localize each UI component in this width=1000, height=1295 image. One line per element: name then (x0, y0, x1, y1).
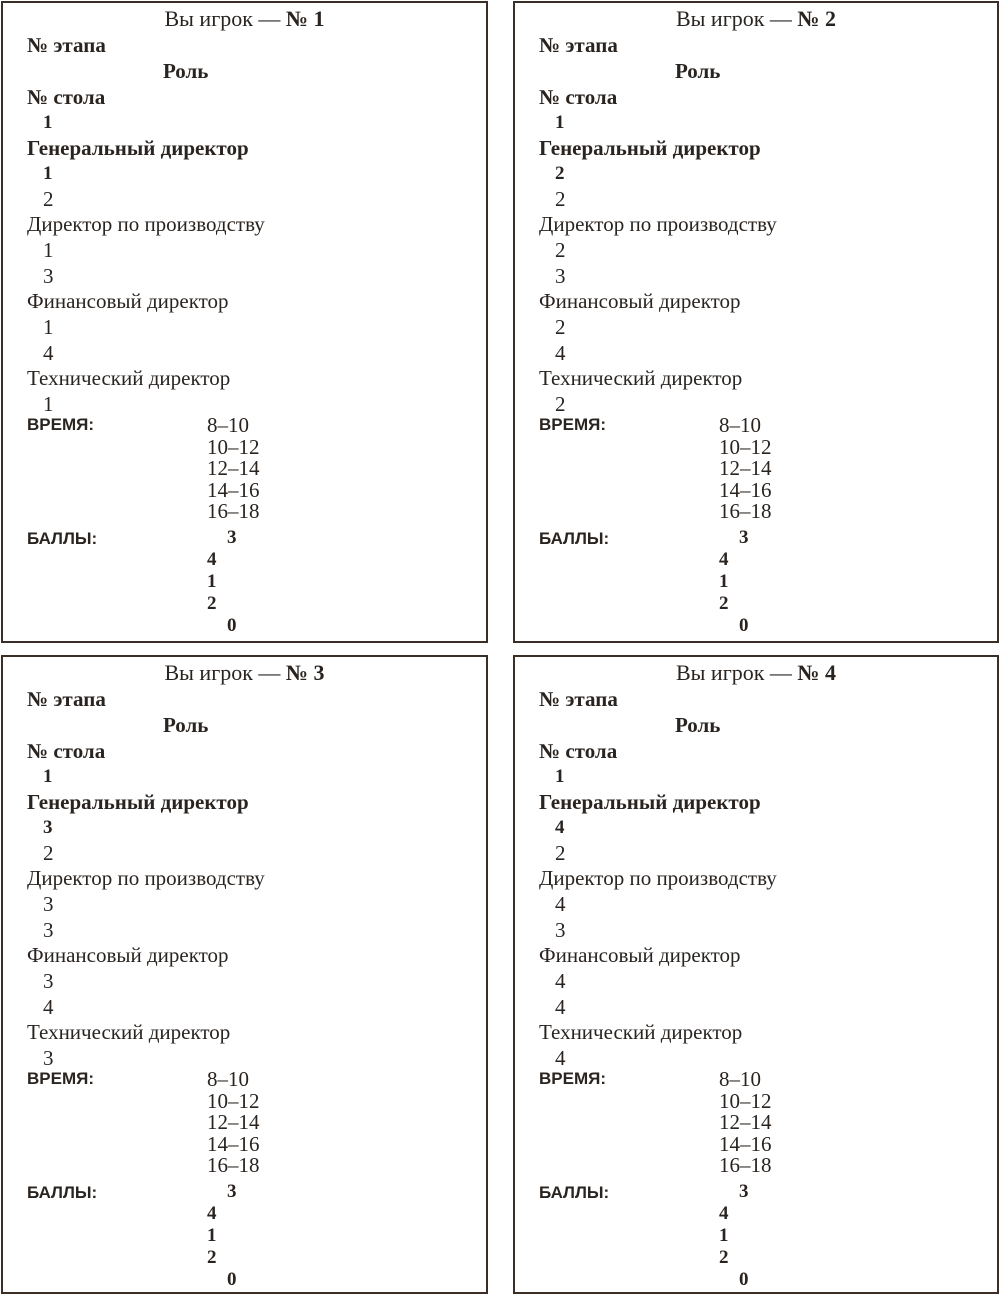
points-value: 4 (719, 1203, 729, 1224)
card-title-number: № 3 (285, 660, 325, 685)
time-slot: 14–16 (719, 1131, 772, 1156)
time-slot: 12–14 (719, 456, 772, 480)
role-value: 3 (43, 1046, 54, 1070)
player-card-2 (513, 1, 999, 643)
role-name: Технический директор (27, 366, 231, 390)
points-value: 1 (207, 1225, 217, 1246)
time-slot: 16–18 (719, 1153, 772, 1177)
role-value: 4 (555, 817, 565, 838)
card-title (515, 662, 997, 684)
role-name: Директор по производству (27, 866, 265, 890)
points-label: БАЛЛЫ: (27, 1183, 98, 1202)
time-slot: 12–14 (207, 456, 260, 480)
role-name: Генеральный директор (539, 136, 761, 160)
time-slot: 10–12 (719, 1088, 772, 1113)
role-value: 3 (43, 892, 54, 916)
player-card-1 (1, 1, 488, 643)
role-label: Роль (675, 713, 721, 737)
role-table-number: 2 (555, 187, 566, 211)
role-label: Роль (163, 713, 209, 737)
points-value: 1 (719, 571, 729, 592)
role-table-number: 2 (43, 187, 54, 211)
role-value: 4 (555, 1046, 566, 1070)
stage-label: № этапа (539, 33, 618, 57)
points-label: БАЛЛЫ: (539, 529, 610, 548)
time-label: ВРЕМЯ: (539, 415, 606, 434)
role-value: 2 (555, 238, 566, 262)
role-value: 1 (43, 163, 53, 184)
points-value: 2 (207, 593, 217, 614)
points-label: БАЛЛЫ: (27, 529, 98, 548)
card-title-number: № 1 (285, 6, 325, 31)
role-name: Технический директор (539, 366, 743, 390)
points-value: 3 (739, 527, 749, 548)
role-value: 2 (555, 315, 566, 339)
role-value: 1 (43, 238, 54, 262)
points-value: 2 (719, 593, 729, 614)
time-label: ВРЕМЯ: (27, 415, 94, 434)
points-value: 0 (739, 615, 749, 636)
role-value: 2 (555, 163, 565, 184)
points-value: 1 (207, 571, 217, 592)
role-name: Директор по производству (539, 212, 777, 236)
role-table-number: 4 (43, 341, 54, 365)
time-slot: 16–18 (207, 1153, 260, 1177)
role-table-number: 3 (555, 264, 566, 288)
points-value: 2 (719, 1247, 729, 1268)
role-table-number: 2 (43, 841, 54, 865)
role-value: 2 (555, 392, 566, 416)
card-title-prefix: Вы игрок — (675, 660, 798, 685)
points-value: 3 (739, 1181, 749, 1202)
card-title-prefix: Вы игрок — (164, 660, 286, 685)
time-slot: 8–10 (719, 413, 761, 437)
stage-label: № этапа (27, 33, 106, 57)
role-name: Генеральный директор (27, 136, 249, 160)
time-slot: 16–18 (719, 499, 772, 523)
role-name: Генеральный директор (539, 790, 761, 814)
role-value: 3 (43, 817, 53, 838)
time-slot: 10–12 (719, 434, 772, 459)
time-slot: 8–10 (207, 413, 249, 437)
role-table-number: 4 (555, 995, 566, 1019)
points-value: 3 (227, 1181, 237, 1202)
time-slot: 12–14 (719, 1110, 772, 1134)
points-value: 3 (227, 527, 237, 548)
player-card-4 (513, 655, 999, 1294)
stage-label: № этапа (539, 687, 618, 711)
role-table-number: 4 (555, 341, 566, 365)
role-label: Роль (675, 59, 721, 83)
table-number: 1 (43, 112, 53, 133)
time-slot: 10–12 (207, 1088, 260, 1113)
role-name: Генеральный директор (27, 790, 249, 814)
table-number: 1 (555, 766, 565, 787)
role-label: Роль (163, 59, 209, 83)
card-title (3, 662, 486, 684)
time-slot: 16–18 (207, 499, 260, 523)
card-title-prefix: Вы игрок — (675, 6, 798, 31)
points-value: 0 (227, 615, 237, 636)
time-slot: 14–16 (207, 477, 260, 502)
time-slot: 10–12 (207, 434, 260, 459)
card-title (3, 8, 486, 30)
role-table-number: 3 (555, 918, 566, 942)
role-name: Технический директор (27, 1020, 231, 1044)
player-card-3 (1, 655, 488, 1294)
time-label: ВРЕМЯ: (539, 1069, 606, 1088)
card-title-prefix: Вы игрок — (164, 6, 286, 31)
time-slot: 14–16 (719, 477, 772, 502)
table-label: № стола (539, 739, 618, 763)
stage-label: № этапа (27, 687, 106, 711)
role-name: Финансовый директор (27, 943, 229, 967)
table-number: 1 (43, 766, 53, 787)
points-value: 1 (719, 1225, 729, 1246)
time-label: ВРЕМЯ: (27, 1069, 94, 1088)
points-value: 4 (207, 1203, 217, 1224)
role-name: Финансовый директор (539, 943, 741, 967)
points-value: 4 (207, 549, 217, 570)
time-slot: 12–14 (207, 1110, 260, 1134)
role-value: 4 (555, 892, 566, 916)
role-value: 1 (43, 392, 54, 416)
role-name: Директор по производству (539, 866, 777, 890)
table-label: № стола (539, 85, 618, 109)
role-name: Финансовый директор (539, 289, 741, 313)
role-name: Финансовый директор (27, 289, 229, 313)
role-table-number: 3 (43, 264, 54, 288)
role-table-number: 3 (43, 918, 54, 942)
table-number: 1 (555, 112, 565, 133)
table-label: № стола (27, 739, 106, 763)
points-value: 0 (739, 1269, 749, 1290)
time-slot: 8–10 (207, 1067, 249, 1091)
card-title-number: № 4 (797, 660, 837, 685)
time-slot: 8–10 (719, 1067, 761, 1091)
role-name: Директор по производству (27, 212, 265, 236)
role-name: Технический директор (539, 1020, 743, 1044)
points-value: 2 (207, 1247, 217, 1268)
role-table-number: 2 (555, 841, 566, 865)
role-table-number: 4 (43, 995, 54, 1019)
points-label: БАЛЛЫ: (539, 1183, 610, 1202)
card-title (515, 8, 997, 30)
role-value: 1 (43, 315, 54, 339)
time-slot: 14–16 (207, 1131, 260, 1156)
points-value: 4 (719, 549, 729, 570)
role-value: 3 (43, 969, 54, 993)
points-value: 0 (227, 1269, 237, 1290)
card-title-number: № 2 (797, 6, 837, 31)
table-label: № стола (27, 85, 106, 109)
role-value: 4 (555, 969, 566, 993)
